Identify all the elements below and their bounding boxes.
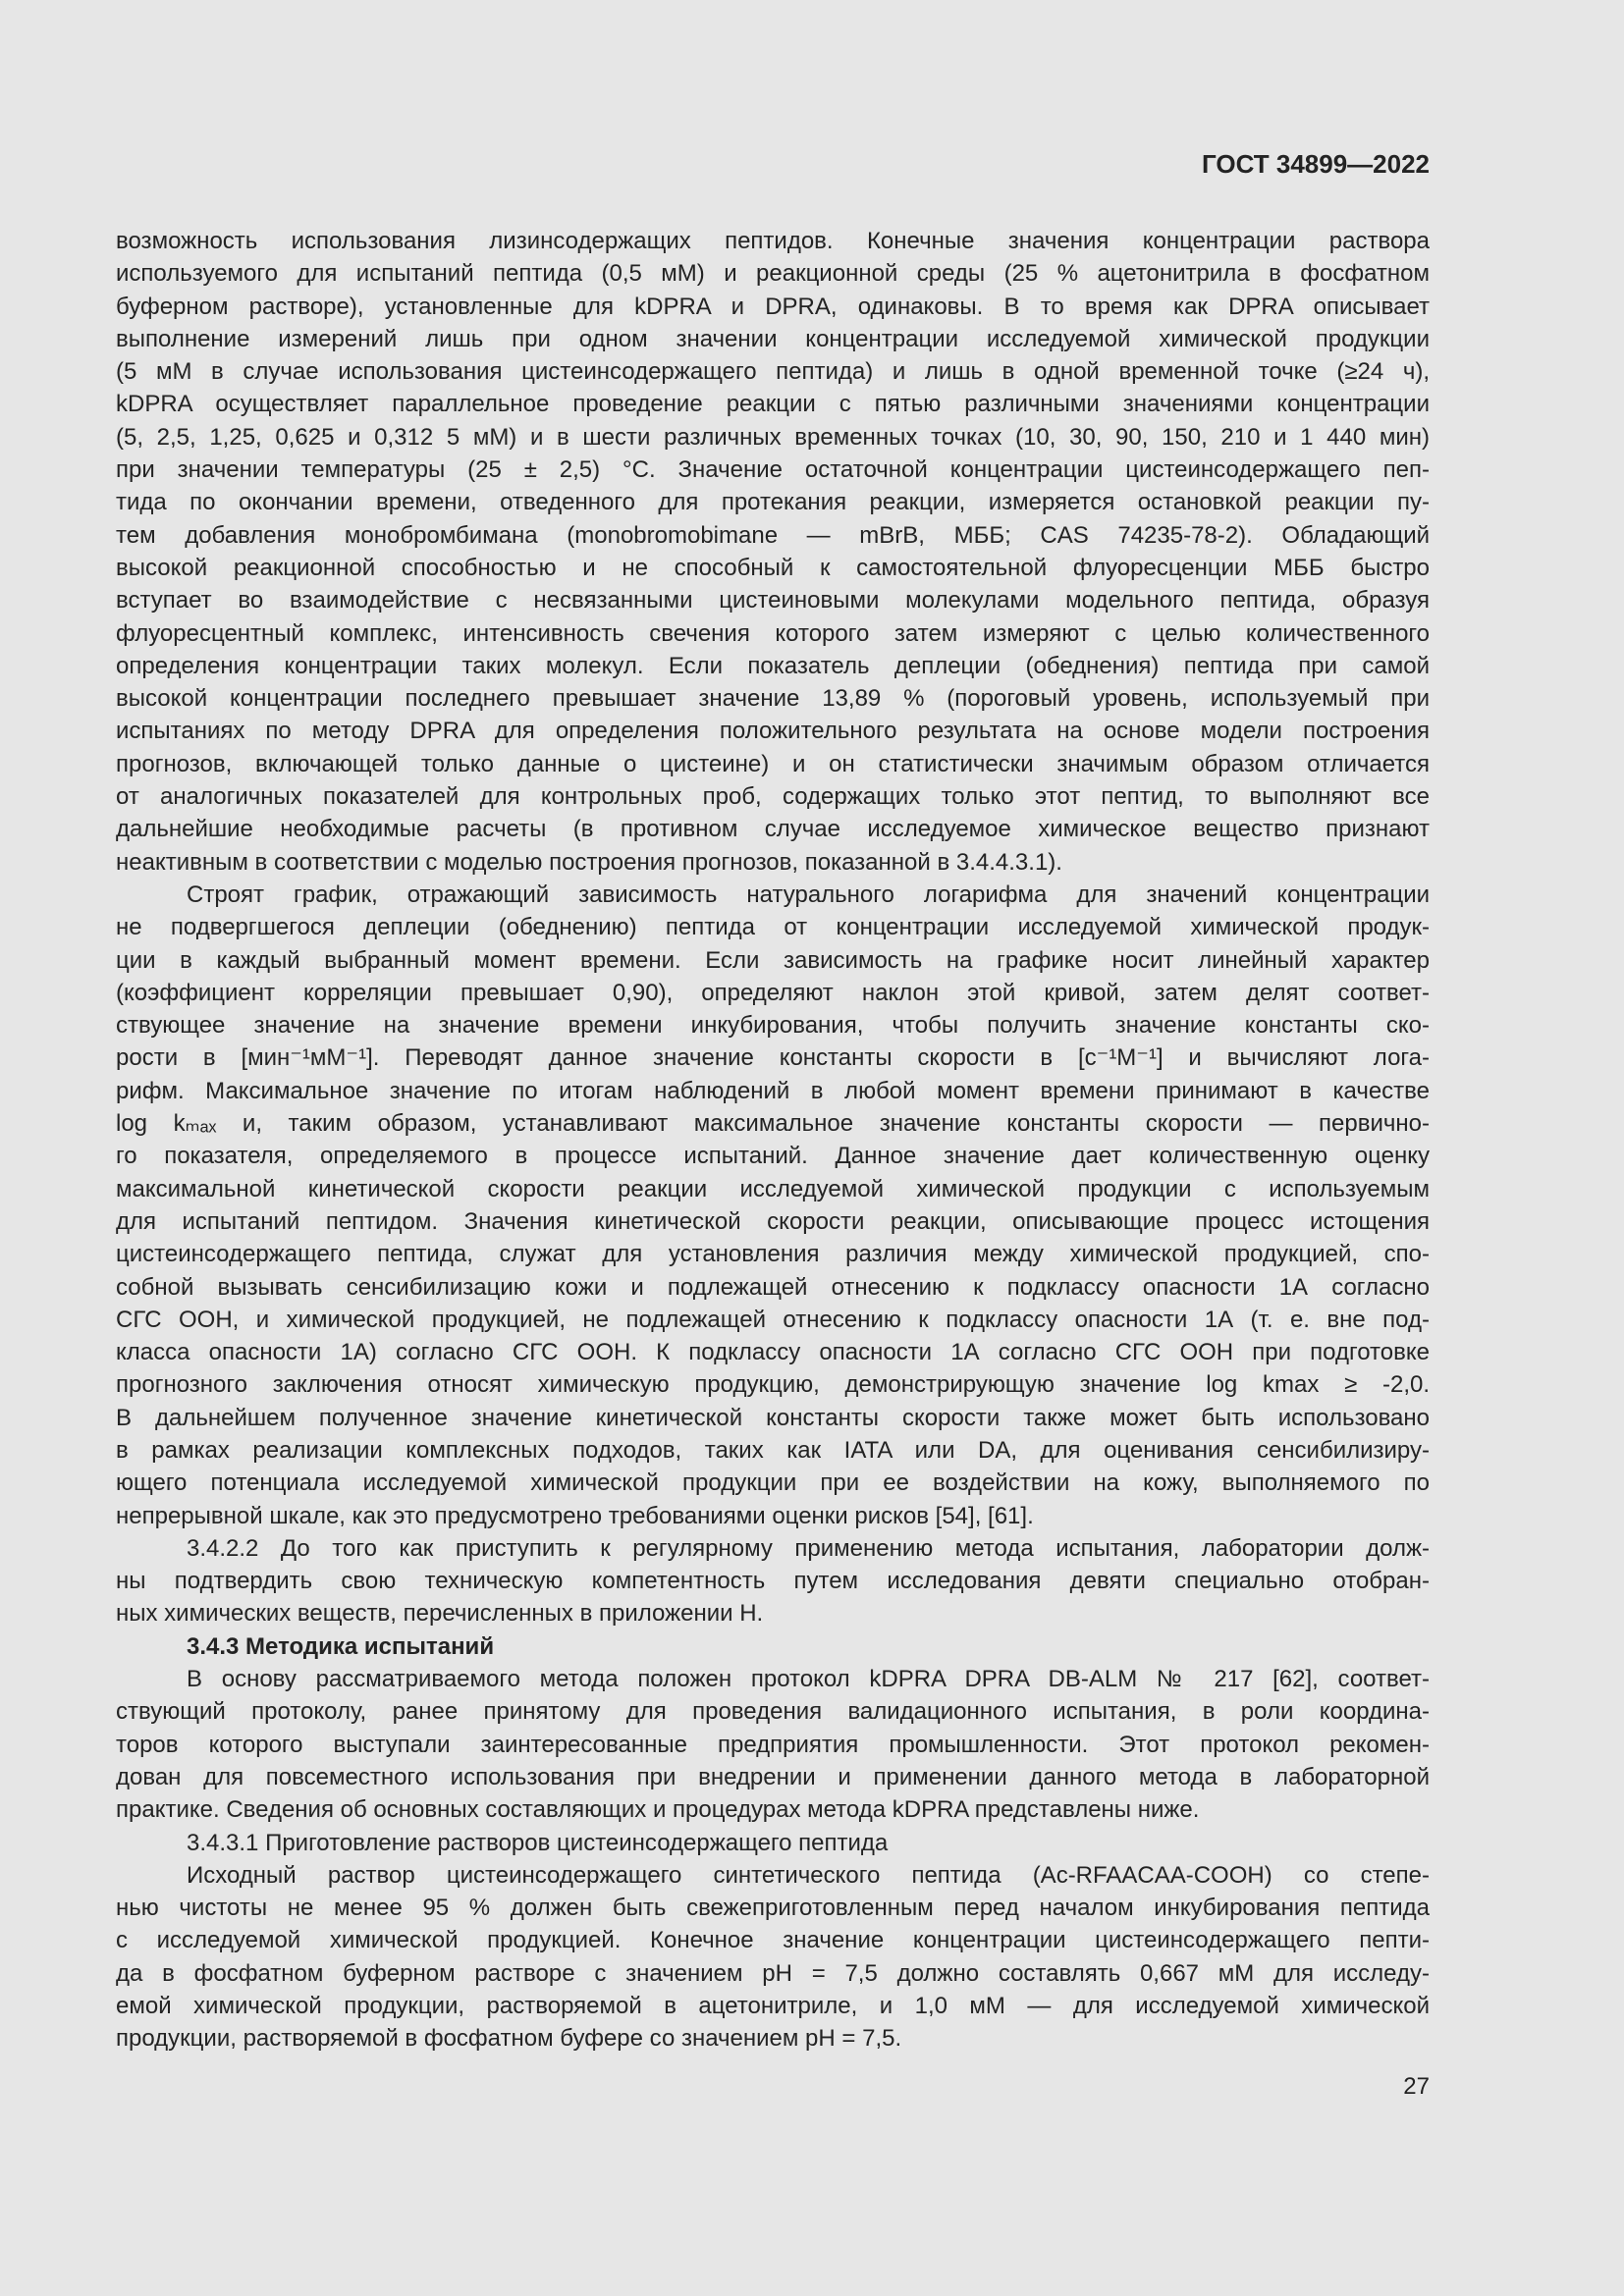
text-line: ствующий протоколу, ранее принятому для проведения валидационного испытания, в роли координа-	[116, 1698, 1430, 1726]
text-line: высокой реакционной способностью и не способный к самостоятельной флуоресценции МББ быстро	[116, 554, 1430, 581]
paragraph	[116, 1859, 1430, 2056]
text-line: рифм. Максимальное значение по итогам наблюдений в любой момент времени принимают в качестве	[116, 1077, 1430, 1104]
text-line: флуоресцентный комплекс, интенсивность свечения которого затем измеряют с целью количественного	[116, 619, 1430, 647]
text-line: возможность использования лизинсодержащих пептидов. Конечные значения концентрации раствора	[116, 228, 1430, 254]
text-line: определения концентрации таких молекул. Если показатель деплеции (обеднения) пептида при самой	[116, 652, 1430, 679]
text-line: (коэффициент корреляции превышает 0,90), определяют наклон этой кривой, затем делят соответ-	[116, 979, 1430, 1006]
text-line: высокой концентрации последнего превышает значение 13,89 % (пороговый уровень, используемый при	[116, 685, 1430, 713]
text-line: ных химических веществ, перечисленных в приложении Н.	[116, 1600, 764, 1628]
text-line: выполнение измерений лишь при одном значении концентрации исследуемой химической продукции	[116, 325, 1430, 352]
text-line: прогнозного заключения относят химическую продукцию, демонстрирующую значение log kmax ≥ -2,0.	[116, 1371, 1430, 1399]
paragraph	[116, 1663, 1430, 1826]
text-line: ющего потенциала исследуемой химической продукции при ее воздействии на кожу, выполняемого по	[116, 1469, 1430, 1497]
text-line: прогнозов, включающей только данные о цистеине) и он статистически значимым образом отличается	[116, 750, 1430, 777]
text-line: ции в каждый выбранный момент времени. Если зависимость на графике носит линейный характер	[116, 946, 1430, 974]
text-line: 3.4.3 Методика испытаний	[187, 1632, 495, 1660]
text-line: непрерывной шкале, как это предусмотрено требованиями оценки рисков [54], [61].	[116, 1502, 1034, 1529]
text-line: СГС ООН, и химической продукцией, не подлежащей отнесению к подклассу опасности 1А (т. е. вне под-	[116, 1306, 1430, 1333]
text-line: ствующее значение на значение времени инкубирования, чтобы получить значение константы ско-	[116, 1012, 1430, 1040]
text-line: торов которого выступали заинтересованные предприятия промышленности. Этот протокол рекомен-	[116, 1731, 1430, 1758]
text-line: В дальнейшем полученное значение кинетической константы скорости также может быть использовано	[116, 1404, 1430, 1431]
text-line: с исследуемой химической продукцией. Конечное значение концентрации цистеинсодержащего пепти-	[116, 1927, 1430, 1954]
text-line: цистеинсодержащего пептида, служат для установления различия между химической продукцией, спо-	[116, 1241, 1430, 1268]
text-line: практике. Сведения об основных составляющих и процедурах метода kDPRA представлены ниже.	[116, 1796, 1200, 1824]
text-line: не подвергшегося деплеции (обеднению) пептида от концентрации исследуемой химической продук-	[116, 914, 1430, 941]
text-line: дован для повсеместного использования при внедрении и применении данного метода в лабораторной	[116, 1763, 1430, 1790]
paragraph	[116, 225, 1430, 879]
text-line: (5 мМ в случае использования цистеинсодержащего пептида) и лишь в одной временной точке (≥24 ч),	[116, 358, 1430, 386]
page-number: 27	[1403, 2073, 1430, 2100]
text-line: максимальной кинетической скорости реакции исследуемой химической продукции с используемым	[116, 1175, 1430, 1202]
text-line: буферном растворе), установленные для kDPRA и DPRA, одинаковы. В то время как DPRA описывает	[116, 293, 1430, 320]
text-line: 3.4.2.2 До того как приступить к регулярному применению метода испытания, лаборатории долж-	[187, 1534, 1430, 1562]
text-line: ны подтвердить свою техническую компетентность путем исследования девяти специально отобран-	[116, 1568, 1430, 1595]
text-line: тида по окончании времени, отведенного для протекания реакции, измеряется остановкой реакции пу-	[116, 489, 1430, 516]
text-line: да в фосфатном буферном растворе с значением pH = 7,5 должно составлять 0,667 мМ для исследу-	[116, 1959, 1430, 1987]
document-header-id: ГОСТ 34899—2022	[1202, 149, 1430, 179]
text-line: неактивным в соответствии с моделью построения прогнозов, показанной в 3.4.4.3.1).	[116, 848, 1062, 876]
text-line: собной вызывать сенсибилизацию кожи и подлежащей отнесению к подклассу опасности 1А согласно	[116, 1273, 1430, 1301]
text-line: Строят график, отражающий зависимость натурального логарифма для значений концентрации	[187, 881, 1430, 908]
text-line: дальнейшие необходимые расчеты (в противном случае исследуемое химическое вещество признают	[116, 816, 1430, 843]
text-line: kDPRA осуществляет параллельное проведение реакции с пятью различными значениями концентрации	[116, 391, 1430, 418]
text-line: класса опасности 1А) согласно СГС ООН. К подклассу опасности 1А согласно СГС ООН при подготовке	[116, 1339, 1430, 1366]
text-line: продукции, растворяемой в фосфатном буфере со значением pH = 7,5.	[116, 2025, 902, 2053]
document-body	[116, 225, 1430, 2056]
text-line: тем добавления монобромбимана (monobromobimane — mBrB, МББ; CAS 74235-78-2). Обладающий	[116, 521, 1430, 549]
text-line: (5, 2,5, 1,25, 0,625 и 0,312 5 мМ) и в шести различных временных точках (10, 30, 90, 150, 210 и 1 440 мин)	[116, 423, 1430, 451]
text-line: вступает во взаимодействие с несвязанными цистеиновыми молекулами модельного пептида, образуя	[116, 587, 1430, 614]
text-line: для испытаний пептидом. Значения кинетической скорости реакции, описывающие процесс истощения	[116, 1207, 1430, 1235]
text-line: от аналогичных показателей для контрольных проб, содержащих только этот пептид, то выполняют все	[116, 783, 1430, 811]
text-line: при значении температуры (25 ± 2,5) °С. Значение остаточной концентрации цистеинсодержащего пеп-	[116, 456, 1430, 484]
paragraph	[116, 879, 1430, 1532]
text-line: емой химической продукции, растворяемой в ацетонитриле, и 1,0 мМ — для исследуемой химической	[116, 1993, 1430, 2020]
text-line: испытаниях по методу DPRA для определения положительного результата на основе модели построения	[116, 718, 1430, 745]
text-line: в рамках реализации комплексных подходов, таких как IATA или DA, для оценивания сенсибилизиру-	[116, 1436, 1430, 1464]
text-line: Исходный раствор цистеинсодержащего синтетического пептида (Ac-RFAACAA-COOH) со степе-	[187, 1861, 1430, 1889]
text-line: го показателя, определяемого в процессе испытаний. Данное значение дает количественную оценку	[116, 1143, 1430, 1170]
text-line: используемого для испытаний пептида (0,5 мМ) и реакционной среды (25 % ацетонитрила в фосфатном	[116, 260, 1430, 288]
text-line: log kₘₐₓ и, таким образом, устанавливают максимальное значение константы скорости — первично-	[116, 1110, 1430, 1138]
section-heading	[116, 1630, 1430, 1663]
paragraph	[116, 1827, 1430, 1859]
text-line: рости в [мин⁻¹мМ⁻¹]. Переводят данное значение константы скорости в [с⁻¹М⁻¹] и вычисляют лога-	[116, 1044, 1430, 1072]
text-line: В основу рассматриваемого метода положен протокол kDPRA DPRA DB-ALM № 217 [62], соответ-	[187, 1666, 1430, 1693]
text-line: 3.4.3.1 Приготовление растворов цистеинсодержащего пептида	[187, 1829, 889, 1856]
text-line: нью чистоты не менее 95 % должен быть свежеприготовленным перед началом инкубирования пептида	[116, 1895, 1430, 1922]
paragraph	[116, 1532, 1430, 1630]
